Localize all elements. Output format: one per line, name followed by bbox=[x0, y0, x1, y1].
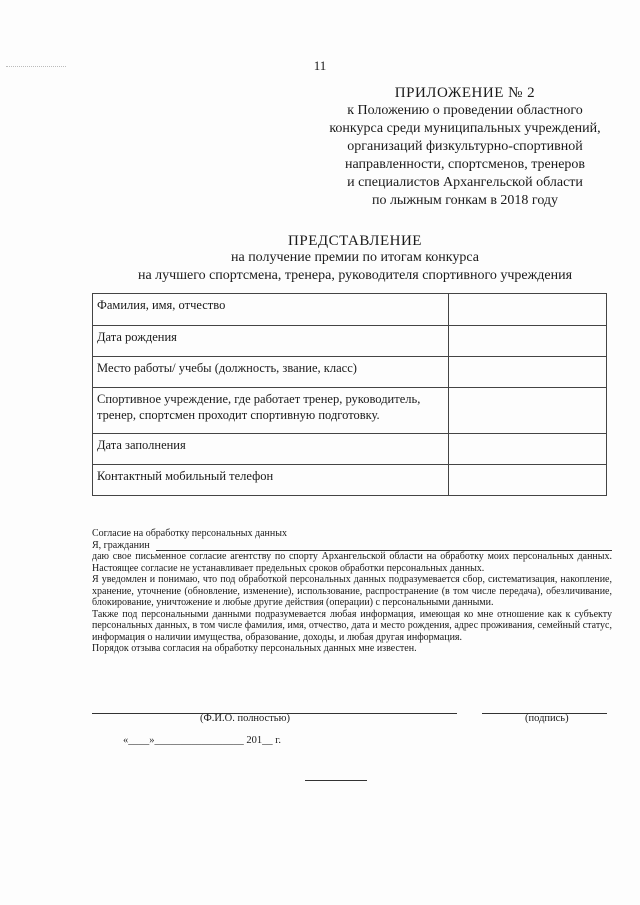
appendix-heading: ПРИЛОЖЕНИЕ № 2 bbox=[394, 85, 536, 101]
form-value[interactable] bbox=[449, 465, 607, 496]
representation-title: ПРЕДСТАВЛЕНИЕ bbox=[288, 233, 422, 249]
form-label: Место работы/ учебы (должность, звание, класс) bbox=[93, 357, 449, 388]
form-row bbox=[93, 326, 607, 357]
signature-label: (подпись) bbox=[525, 713, 569, 724]
appendix-line: конкурса среди муниципальных учреждений, bbox=[329, 121, 601, 136]
form-value[interactable] bbox=[449, 357, 607, 388]
consent-paragraph: даю свое письменное согласие агентству по спорту Архангельской области на обработку моих персональных данных. Настоящее согласие не устанавливает предельных сроков обработки персональных данных. bbox=[92, 551, 612, 574]
form-label: Дата заполнения bbox=[93, 434, 449, 465]
form-label: Спортивное учреждение, где работает тренер, руководитель, тренер, спортсмен проходит спортивную подготовку. bbox=[93, 388, 449, 434]
consent-block bbox=[92, 528, 612, 655]
appendix-line: к Положению о проведении областного bbox=[347, 103, 583, 118]
appendix-line: организаций физкультурно-спортивной bbox=[347, 139, 583, 154]
form-row bbox=[93, 434, 607, 465]
appendix-line: по лыжным гонкам в 2018 году bbox=[371, 193, 559, 208]
citizen-label: Я, гражданин bbox=[92, 539, 150, 551]
nomination-form-table bbox=[92, 293, 607, 496]
form-value[interactable] bbox=[449, 326, 607, 357]
representation-subtitle: на лучшего спортсмена, тренера, руководителя спортивного учреждения bbox=[137, 268, 573, 283]
appendix-line: направленности, спортсменов, тренеров bbox=[344, 157, 586, 172]
consent-paragraph: Я уведомлен и понимаю, что под обработкой персональных данных подразумевается сбор, систематизация, накопление, хранение, уточнение (обновление, изменение), использование, распространение (в том числе передача), обезличивание, блокирование, уничтожение и любые другие действия (операции) с персональными данными. bbox=[92, 574, 612, 608]
form-value[interactable] bbox=[449, 294, 607, 326]
form-row bbox=[93, 294, 607, 326]
form-value[interactable] bbox=[449, 434, 607, 465]
appendix-line: и специалистов Архангельской области bbox=[347, 175, 583, 190]
page-number: 11 bbox=[313, 58, 327, 73]
form-row bbox=[93, 388, 607, 434]
appendix-block bbox=[280, 84, 640, 210]
date-line[interactable]: «____»_________________ 201__ г. bbox=[123, 735, 281, 746]
citizen-name-line bbox=[92, 540, 612, 552]
form-row bbox=[93, 465, 607, 496]
end-divider bbox=[305, 780, 367, 781]
citizen-name-field[interactable] bbox=[156, 541, 612, 551]
form-value[interactable] bbox=[449, 388, 607, 434]
representation-subtitle: на получение премии по итогам конкурса bbox=[230, 250, 480, 265]
consent-title: Согласие на обработку персональных данных bbox=[92, 528, 287, 539]
form-label: Дата рождения bbox=[93, 326, 449, 357]
consent-paragraph: Также под персональными данными подразумевается любая информация, имеющая ко мне отношение как к субъекту персональных данных, в том числе фамилия, имя, отчество, дата и место рождения, адрес проживания, семейный статус, информация о наличии имущества, образование, доходы, и любая другая информация. bbox=[92, 608, 612, 643]
fio-label: (Ф.И.О. полностью) bbox=[200, 713, 290, 724]
consent-paragraph: Порядок отзыва согласия на обработку персональных данных мне известен. bbox=[92, 643, 417, 654]
form-label: Контактный мобильный телефон bbox=[93, 465, 449, 496]
form-label: Фамилия, имя, отчество bbox=[93, 294, 449, 326]
form-row bbox=[93, 357, 607, 388]
